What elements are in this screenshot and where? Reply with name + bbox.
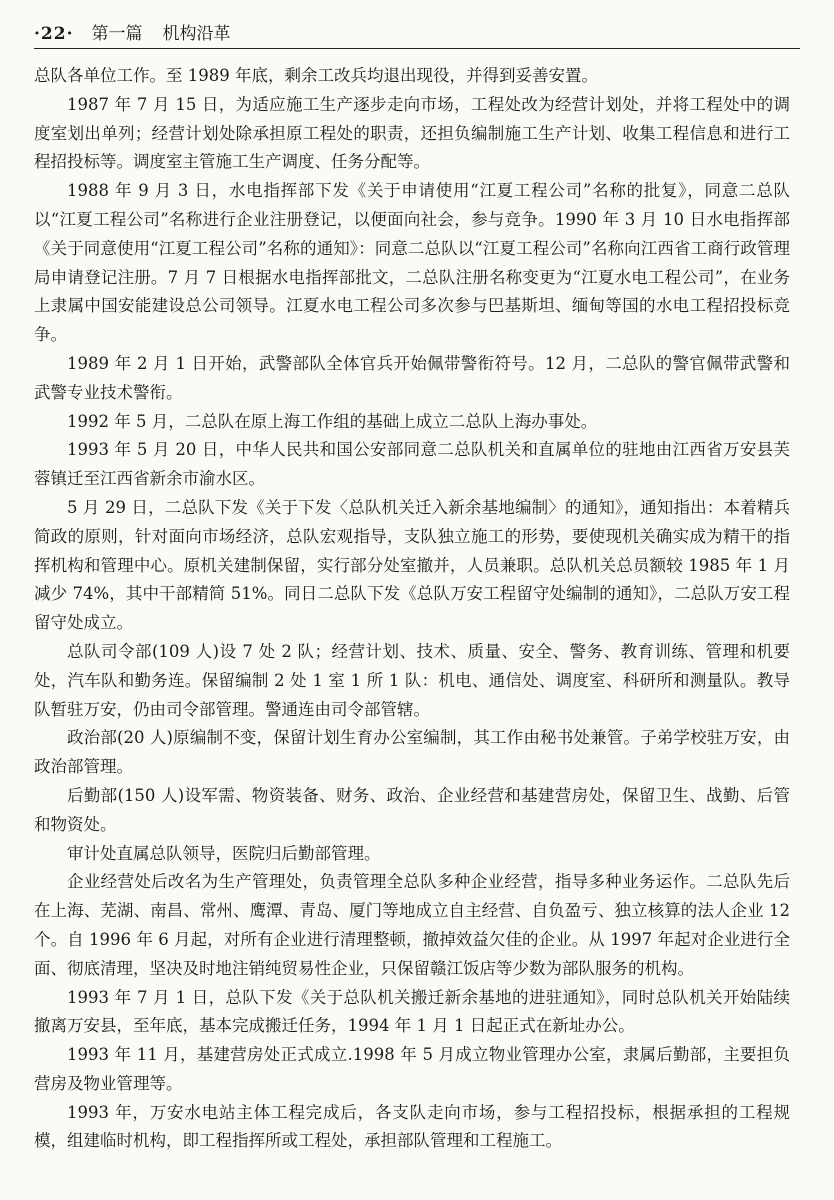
body-text [34, 62, 790, 1156]
part-title: 第一篇 [91, 24, 143, 44]
paragraph: 审计处直属总队领导，医院归后勤部管理。 [67, 843, 381, 863]
running-header [34, 14, 800, 49]
page-number: ·22· [34, 24, 74, 44]
paragraph: 1993 年 5 月 20 日，中华人民共和国公安部同意二总队机关和直属单位的驻地由江西省万安县芙蓉镇迁至江西省新余市渝水区。 [34, 440, 790, 489]
paragraph: 总队司令部(109 人)设 7 处 2 队；经营计划、技术、质量、安全、警务、教育训练、管理和机要处，汽车队和勤务连。保留编制 2 处 1 室 1 所 1 队：机电、通信处、调度室、科研所和测量队。教导队暂驻万安，仍由司令部管理。警通连由司令部管辖。 [34, 641, 790, 719]
paragraph: 后勤部(150 人)设军需、物资装备、财务、政治、企业经营和基建营房处，保留卫生、战勤、后管和物资处。 [34, 785, 790, 834]
paragraph: 总队各单位工作。至 1989 年底，剩余工改兵均退出现役，并得到妥善安置。 [34, 66, 598, 85]
paragraph: 1989 年 2 月 1 日开始，武警部队全体官兵开始佩带警衔符号。12 月，二总队的警官佩带武警和武警专业技术警衔。 [34, 353, 790, 402]
paragraph: 1993 年，万安水电站主体工程完成后，各支队走向市场，参与工程招投标，根据承担的工程规模，组建临时机构，即工程指挥所或工程处，承担部队管理和工程施工。 [34, 1102, 790, 1151]
paragraph: 1987 年 7 月 15 日，为适应施工生产逐步走向市场，工程处改为经营计划处，并将工程处中的调度室划出单列；经营计划处除承担原工程处的职责，还担负编制施工生产计划、收集工程信息和进行工程招投标等。调度室主管施工生产调度、任务分配等。 [34, 94, 790, 172]
chapter-title: 机构沿革 [162, 24, 231, 44]
paragraph: 1993 年 7 月 1 日，总队下发《关于总队机关搬迁新余基地的进驻通知》，同时总队机关开始陆续撤离万安县，至年底，基本完成搬迁任务，1994 年 1 月 1 日起正式在新址办公。 [34, 987, 790, 1036]
paragraph: 1988 年 9 月 3 日，水电指挥部下发《关于申请使用“江夏工程公司”名称的批复》，同意二总队以“江夏工程公司”名称进行企业注册登记，以便面向社会，参与竞争。1990 年 3 月 10 日水电指挥部《关于同意使用“江夏工程公司”名称的通知》：同意二总队以“江夏工程公司”名称向江西省工商行政管理局申请登记注册。7 月 7 日根据水电指挥部批文，二总队注册名称变更为“江夏水电工程公司”，在业务上隶属中国安能建设总公司领导。江夏水电工程公司多次参与巴基斯坦、缅甸等国的水电工程招投标竞争。 [34, 181, 790, 345]
paragraph: 1993 年 11 月，基建营房处正式成立.1998 年 5 月成立物业管理办公室，隶属后勤部，主要担负营房及物业管理等。 [34, 1045, 790, 1093]
paragraph: 政治部(20 人)原编制不变，保留计划生育办公室编制，其工作由秘书处兼管。子弟学校驻万安，由政治部管理。 [34, 728, 790, 777]
paragraph: 1992 年 5 月，二总队在原上海工作组的基础上成立二总队上海办事处。 [67, 411, 598, 431]
paragraph: 企业经营处后改名为生产管理处，负责管理全总队多种企业经营，指导多种业务运作。二总队先后在上海、芜湖、南昌、常州、鹰潭、青岛、厦门等地成立自主经营、自负盈亏、独立核算的法人企业 12 个。自 1996 年 6 月起，对所有企业进行清理整顿，撤掉效益欠佳的企业。从 1997 年起对企业进行全面、彻底清理，坚决及时地注销纯贸易性企业，只保留赣江饭店等少数为部队服务的机构。 [34, 872, 790, 978]
paragraph: 5 月 29 日，二总队下发《关于下发〈总队机关迁入新余基地编制〉的通知》，通知指出：本着精兵简政的原则，针对面向市场经济，总队宏观指导，支队独立施工的形势，要使现机关确实成为精干的指挥机构和管理中心。原机关建制保留，实行部分处室撤并，人员兼职。总队机关总员额较 1985 年 1 月减少 74%，其中干部精简 51%。同日二总队下发《总队万安工程留守处编制的通知》，二总队万安工程留守处成立。 [34, 497, 790, 633]
